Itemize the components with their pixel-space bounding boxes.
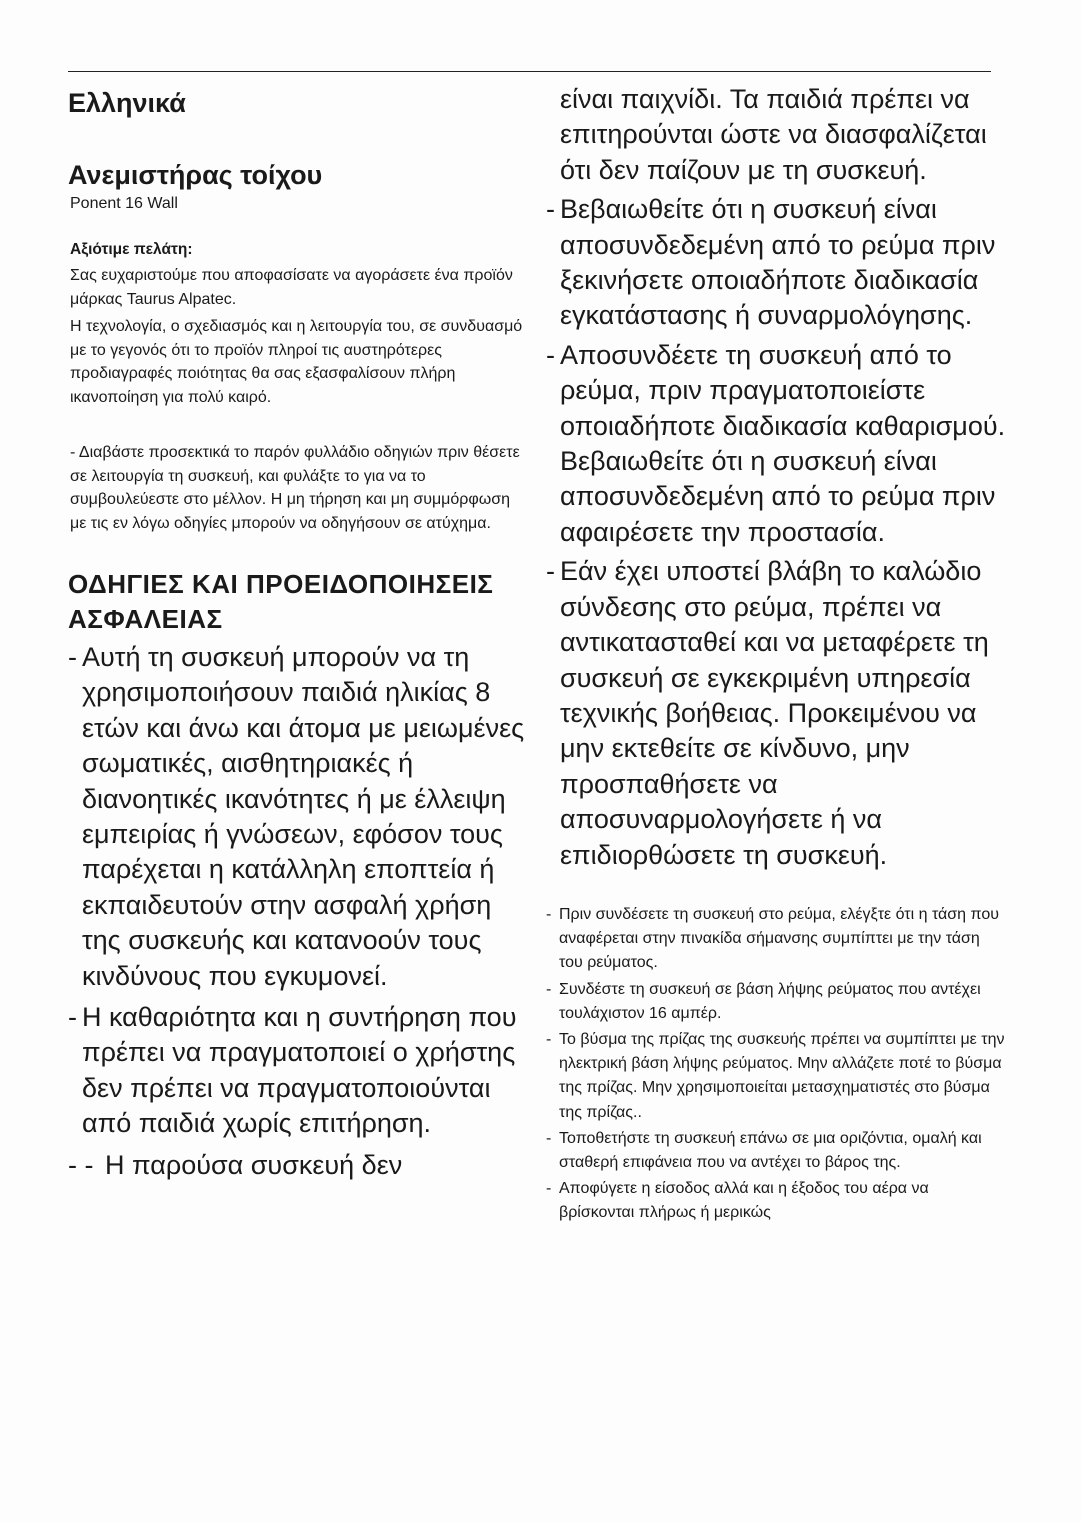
list-dash: -: [546, 556, 555, 587]
left-column: [68, 86, 530, 1189]
list-item: [546, 192, 1006, 334]
list-dash: -: [546, 1129, 552, 1147]
list-item: [68, 1148, 530, 1183]
list-item: [546, 1177, 1006, 1225]
language-heading: Ελληνικά: [68, 88, 186, 118]
list-item: [68, 1000, 530, 1142]
safety-list-left: [68, 640, 530, 1183]
continued-text: είναι παιχνίδι. Τα παιδιά πρέπει να επιτηρούνται ώστε να διασφαλίζεται ότι δεν παίζουν με τη συσκευή.: [560, 84, 987, 185]
greeting: Αξιότιμε πελάτη:: [70, 241, 193, 258]
read-instructions-warning: - Διαβάστε προσεκτικά το παρόν φυλλάδιο οδηγιών πριν θέσετε σε λειτουργία τη συσκευή, και φυλάξτε το για να το συμβουλεύεστε στο μέλλον. Η μη τήρηση και μη συμμόρφωση με τις εν λόγω οδηγίες μπορούν να οδηγήσουν σε ατύχημα.: [70, 444, 520, 532]
list-item: [546, 554, 1006, 873]
safety-heading: ΟΔΗΓΙΕΣ ΚΑΙ ΠΡΟΕΙΔΟΠΟΙΗΣΕΙΣ ΑΣΦΑΛΕΙΑΣ: [68, 569, 494, 634]
list-dash: -: [546, 905, 552, 923]
intro-paragraph-1: Σας ευχαριστούμε που αποφασίσατε να αγοράσετε ένα προϊόν μάρκας Taurus Alpatec.: [70, 267, 513, 308]
product-model: Ponent 16 Wall: [70, 195, 178, 212]
product-title: Ανεμιστήρας τοίχου: [68, 160, 323, 190]
safety-list-small: [546, 903, 1006, 1226]
list-item: [546, 903, 1006, 976]
list-item-text: Βεβαιωθείτε ότι η συσκευή είναι αποσυνδεδεμένη από το ρεύμα πριν ξεκινήσετε οποιαδήποτε διαδικασία εγκατάστασης ή συναρμολόγησης.: [560, 194, 996, 331]
list-item-text: Αυτή τη συσκευή μπορούν να τη χρησιμοποιήσουν παιδιά ηλικίας 8 ετών και άνω και άτομα με μειωμένες σωματικές, αισθητηριακές ή διανοητικές ικανότητες ή με έλλειψη εμπειρίας ή γνώσεων, εφόσον τους παρέχεται η κατάλληλη εποπτεία ή εκπαιδευτούν στην ασφαλή χρήση της συσκευής και κατανοούν τους κινδύνους που εγκυμονεί.: [82, 642, 525, 991]
list-item-text: Συνδέστε τη συσκευή σε βάση λήψης ρεύματος που αντέχει τουλάχιστον 16 αμπέρ.: [559, 980, 981, 1022]
list-item: [546, 338, 1006, 550]
list-item: [68, 640, 530, 994]
list-item-text: Αποσυνδέετε τη συσκευή από το ρεύμα, πριν πραγματοποιείστε οποιαδήποτε διαδικασία καθαρισμού. Βεβαιωθείτε ότι η συσκευή είναι αποσυνδεδεμένη από το ρεύμα πριν αφαιρέσετε την προστασία.: [560, 339, 1006, 547]
right-column: [546, 82, 1006, 1228]
list-dash: -: [68, 1002, 77, 1033]
list-item: [546, 1028, 1006, 1125]
list-item-text: Αποφύγετε η είσοδος αλλά και η έξοδος του αέρα να βρίσκονται πλήρως ή μερικώς: [559, 1180, 929, 1222]
list-item-text: Τοποθετήστε τη συσκευή επάνω σε μια οριζόντια, ομαλή και σταθερή επιφάνεια που να αντέχει το βάρος της.: [559, 1129, 982, 1171]
list-item-text: Το βύσμα της πρίζας της συσκευής πρέπει να συμπίπτει με την ηλεκτρική βάση λήψης ρεύματος. Μην αλλάζετε ποτέ το βύσμα της πρίζας. Μην χρησιμοποιείται μετασχηματιστές στο βύσμα της πρίζας..: [559, 1030, 1005, 1121]
list-item-text: Εάν έχει υποστεί βλάβη το καλώδιο σύνδεσης στο ρεύμα, πρέπει να αντικατασταθεί και να μεταφέρετε τη συσκευή σε εγκεκριμένη υπηρεσία τεχνικής βοήθειας. Προκειμένου να μην εκτεθείτε σε κίνδυνο, μην προσπαθήσετε να αποσυναρμολογήσετε ή να επιδιορθώσετε τη συσκευή.: [560, 556, 989, 870]
list-item-text: Πριν συνδέσετε τη συσκευή στο ρεύμα, ελέγξτε ότι η τάση που αναφέρεται στην πινακίδα σήμανσης συμπίπτει με την τάση του ρεύματος.: [559, 905, 999, 972]
safety-list-right: [546, 192, 1006, 873]
list-item: [546, 1127, 1006, 1175]
list-dash: -: [546, 194, 555, 225]
intro-paragraph-2: Η τεχνολογία, ο σχεδιασμός και η λειτουργία του, σε συνδυασμό με το γεγονός ότι το προϊόν πληροί τις αυστηρότερες προδιαγραφές ποιότητας θα σας εξασφαλίσουν πλήρη ικανοποίηση για πολύ καιρό.: [70, 318, 523, 406]
list-double-dash: - -: [68, 1149, 94, 1180]
list-dash: -: [546, 980, 552, 998]
list-item-text: Η καθαριότητα και η συντήρηση που πρέπει να πραγματοποιεί ο χρήστης δεν πρέπει να πραγματοποιούνται από παιδιά χωρίς επιτήρηση.: [82, 1002, 517, 1139]
top-rule: [68, 71, 991, 72]
list-dash: -: [546, 1180, 552, 1198]
list-dash: -: [546, 339, 555, 370]
list-item: [546, 978, 1006, 1026]
list-item-text: Η παρούσα συσκευή δεν: [105, 1149, 403, 1180]
list-dash: -: [546, 1030, 552, 1048]
list-dash: -: [68, 642, 77, 672]
